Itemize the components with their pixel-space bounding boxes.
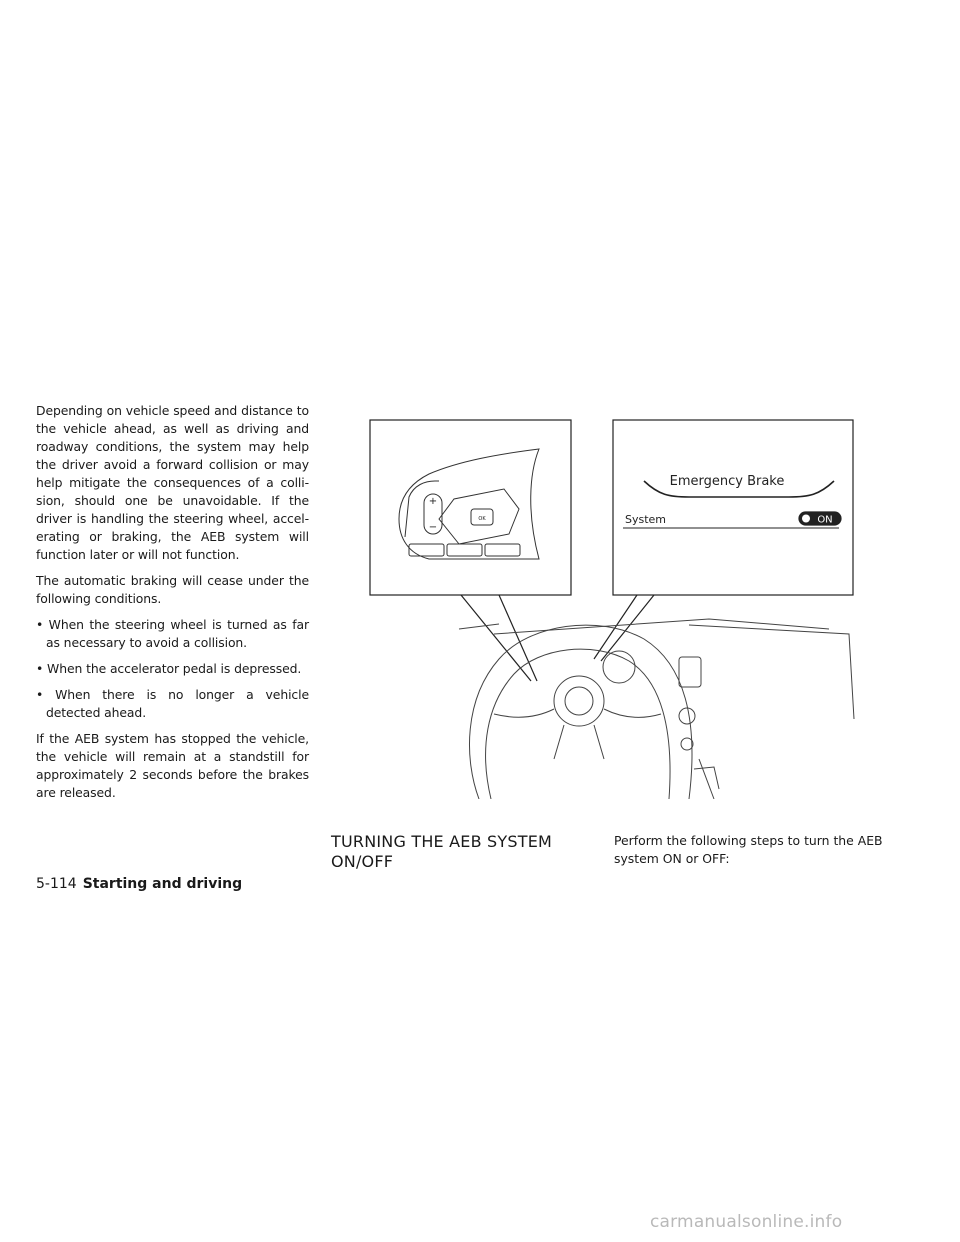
footer-section-title: Starting and driving xyxy=(82,876,243,892)
page-footer xyxy=(36,876,242,892)
display-callout-box xyxy=(613,420,853,595)
display-title: Emergency Brake xyxy=(669,474,785,489)
switch-minus-label: − xyxy=(428,522,438,533)
display-row-label: System xyxy=(625,513,667,526)
steering-switch-icon xyxy=(399,449,539,559)
aeb-illustration xyxy=(369,419,855,799)
steering-wheel-icon xyxy=(459,619,854,799)
paragraph-aeb-assist: Depending on vehicle speed and distance to the vehicle ahead, as well as driving and roadway conditions, the system may help the driver avoid a forward collision or may help mitigate the consequences of a colli-sion, should one be unavoidable. If the driver is handling the steering wheel, accel-erating or braking, the AEB system will function later or will not function. xyxy=(36,403,309,562)
bullet-steering: • When the steering wheel is turned as far as necessary to avoid a collision. xyxy=(36,617,309,650)
bullet-no-vehicle: • When there is no longer a vehicle detected ahead. xyxy=(36,687,309,720)
switch-ok-label: OK xyxy=(478,516,486,522)
paragraph-braking-cease: The automatic braking will cease under the following conditions. xyxy=(36,573,309,606)
left-text-column xyxy=(36,402,309,802)
page-number: 5-114 xyxy=(36,876,77,892)
bullet-accelerator: • When the accelerator pedal is depressed. xyxy=(36,661,302,676)
switch-plus-label: + xyxy=(428,496,438,507)
section-heading: TURNING THE AEB SYSTEM ON/OFF xyxy=(331,832,553,871)
watermark: carmanualsonline.info xyxy=(650,1212,843,1232)
display-toggle-value: ON xyxy=(817,514,833,526)
section-intro: Perform the following steps to turn the AEB system ON or OFF: xyxy=(614,833,883,866)
paragraph-standstill: If the AEB system has stopped the vehicle, the vehicle will remain at a standstill for approximately 2 seconds before the brakes are released. xyxy=(36,731,309,800)
